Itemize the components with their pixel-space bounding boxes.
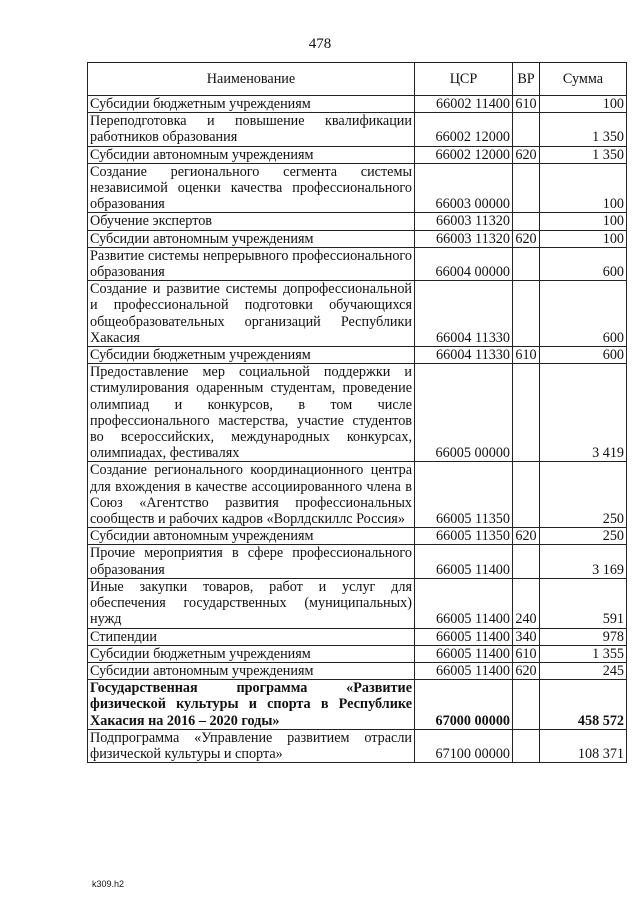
cell-csr: 66005 11350 [415,528,513,545]
cell-vr: 610 [513,645,540,662]
cell-vr [513,680,540,730]
cell-csr: 66002 12000 [415,113,513,146]
footer-code: k309.h2 [92,879,125,889]
cell-vr: 620 [513,662,540,679]
cell-csr: 66005 11400 [415,578,513,628]
header-csr: ЦСР [415,63,513,96]
cell-csr: 66005 00000 [415,364,513,462]
cell-sum: 1 355 [540,645,627,662]
cell-vr: 610 [513,347,540,364]
table-row [88,146,627,163]
cell-vr [513,364,540,462]
cell-name: Субсидии автономным учреждениям [88,528,415,545]
cell-name: Обучение экспертов [88,213,415,230]
cell-name: Субсидии автономным учреждениям [88,662,415,679]
cell-name: Субсидии бюджетным учреждениям [88,96,415,113]
cell-name: Иные закупки товаров, работ и услуг для обеспечения государственных (муниципальных) нужд [88,578,415,628]
table-row [88,662,627,679]
cell-csr: 66005 11400 [415,628,513,645]
table-row [88,113,627,146]
cell-csr: 66005 11400 [415,645,513,662]
cell-vr [513,729,540,762]
cell-sum: 3 169 [540,545,627,578]
table-row [88,545,627,578]
cell-name: Создание регионального сегмента системы независимой оценки качества профессионального образования [88,163,415,213]
cell-name: Субсидии автономным учреждениям [88,146,415,163]
cell-name: Предоставление мер социальной поддержки и стимулирования одаренным студентам, проведение олимпиад и конкурсов, в том числе профессионального мастерства, участие студентов во всероссийских, международных конкурсах, олимпиадах, фестивалях [88,364,415,462]
table-row [88,230,627,247]
table-row [88,628,627,645]
cell-name: Субсидии бюджетным учреждениям [88,347,415,364]
cell-sum: 1 350 [540,146,627,163]
cell-sum: 600 [540,247,627,280]
cell-sum: 108 371 [540,729,627,762]
cell-csr: 66003 11320 [415,230,513,247]
cell-sum: 600 [540,281,627,347]
cell-sum: 1 350 [540,113,627,146]
cell-vr: 620 [513,146,540,163]
budget-table [87,62,627,763]
cell-csr: 67100 00000 [415,729,513,762]
table-row [88,347,627,364]
cell-sum: 250 [540,528,627,545]
header-name: Наименование [88,63,415,96]
page-number: 478 [308,36,332,52]
cell-name: Переподготовка и повышение квалификации работников образования [88,113,415,146]
cell-name: Прочие мероприятия в сфере профессионального образования [88,545,415,578]
cell-sum: 100 [540,213,627,230]
cell-csr: 66004 11330 [415,347,513,364]
cell-vr: 610 [513,96,540,113]
cell-name: Субсидии бюджетным учреждениям [88,645,415,662]
cell-sum: 100 [540,163,627,213]
cell-vr [513,462,540,528]
cell-vr [513,163,540,213]
table-row [88,247,627,280]
table-row [88,213,627,230]
cell-name: Создание и развитие системы допрофессиональной и профессиональной подготовки обучающихся общеобразовательных организаций Республики Хакасия [88,281,415,347]
cell-vr [513,213,540,230]
table-row [88,729,627,762]
cell-vr [513,113,540,146]
table-row [88,364,627,462]
cell-sum: 245 [540,662,627,679]
cell-vr: 240 [513,578,540,628]
table-row [88,163,627,213]
cell-vr [513,247,540,280]
cell-sum: 591 [540,578,627,628]
cell-csr: 66002 12000 [415,146,513,163]
cell-sum: 100 [540,96,627,113]
table-row [88,645,627,662]
table-row [88,281,627,347]
table-row [88,96,627,113]
cell-vr: 620 [513,230,540,247]
table-row [88,578,627,628]
cell-vr: 620 [513,528,540,545]
header-sum: Сумма [540,63,627,96]
cell-csr: 66004 00000 [415,247,513,280]
cell-vr: 340 [513,628,540,645]
cell-sum: 3 419 [540,364,627,462]
cell-name: Стипендии [88,628,415,645]
cell-sum: 458 572 [540,680,627,730]
table-row [88,462,627,528]
cell-csr: 67000 00000 [415,680,513,730]
cell-name: Создание регионального координационного центра для вхождения в качестве ассоциированного члена в Союз «Агентство развития профессиональных сообществ и рабочих кадров «Ворлдскиллс Россия» [88,462,415,528]
cell-csr: 66005 11400 [415,662,513,679]
cell-name: Субсидии автономным учреждениям [88,230,415,247]
table-body [88,96,627,763]
cell-sum: 978 [540,628,627,645]
table-header-row [88,63,627,96]
cell-name: Государственная программа «Развитие физической культуры и спорта в Республике Хакасия на 2016 – 2020 годы» [88,680,415,730]
cell-csr: 66003 00000 [415,163,513,213]
header-vr: ВР [513,63,540,96]
cell-vr [513,545,540,578]
cell-sum: 600 [540,347,627,364]
cell-sum: 100 [540,230,627,247]
cell-sum: 250 [540,462,627,528]
table-row [88,680,627,730]
cell-vr [513,281,540,347]
cell-csr: 66005 11350 [415,462,513,528]
table-row [88,528,627,545]
cell-name: Развитие системы непрерывного профессионального образования [88,247,415,280]
cell-csr: 66004 11330 [415,281,513,347]
cell-csr: 66002 11400 [415,96,513,113]
cell-csr: 66005 11400 [415,545,513,578]
cell-csr: 66003 11320 [415,213,513,230]
cell-name: Подпрограмма «Управление развитием отрасли физической культуры и спорта» [88,729,415,762]
